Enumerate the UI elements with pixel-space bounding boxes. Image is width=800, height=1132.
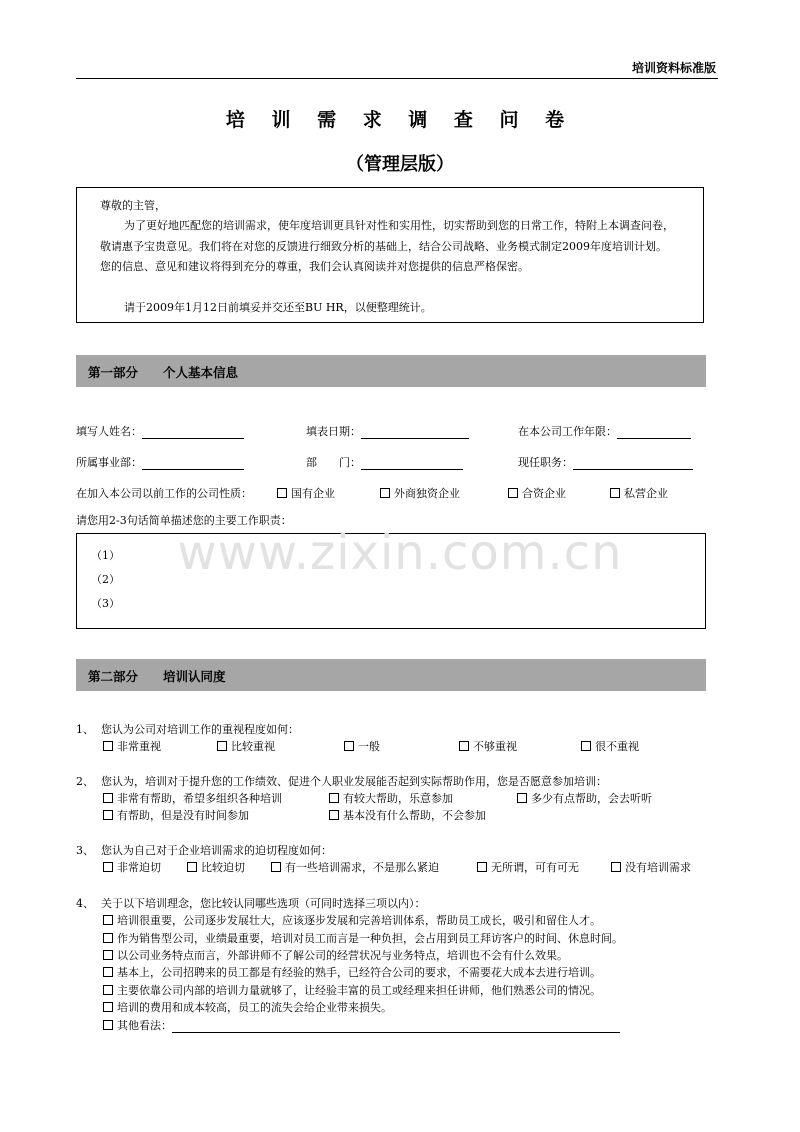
checkbox[interactable] <box>103 1020 113 1030</box>
q2-option[interactable]: 基本没有什么帮助，不会参加 <box>329 807 486 823</box>
duty-item: （1） <box>91 549 120 562</box>
years-label: 在本公司工作年限： <box>518 425 617 438</box>
division-label: 所属事业部： <box>76 456 142 469</box>
header-tag: 培训资料标准版 <box>631 61 716 75</box>
q1-option[interactable]: 比较重视 <box>217 738 275 754</box>
q3-number: 3、 <box>76 844 94 857</box>
date-label: 填表日期： <box>306 425 361 438</box>
q2-option[interactable]: 有帮助，但是没有时间参加 <box>103 807 249 823</box>
q4-number: 4、 <box>76 897 94 910</box>
date-input[interactable] <box>361 425 469 439</box>
header-rule <box>76 78 718 79</box>
q3-option[interactable]: 比较迫切 <box>187 859 245 875</box>
date-field <box>306 423 469 439</box>
q3-option[interactable]: 非常迫切 <box>103 859 161 875</box>
section-1-title: 第一部分 个人基本信息 <box>88 365 239 380</box>
document-title: 培 训 需 求 调 查 问 卷 <box>225 109 575 131</box>
checkbox[interactable] <box>103 1002 113 1012</box>
q3-option[interactable]: 没有培训需求 <box>611 859 691 875</box>
q3-text: 您认为自己对于企业培训需求的迫切程度如何： <box>101 844 332 857</box>
checkbox[interactable] <box>271 862 281 872</box>
checkbox[interactable] <box>217 741 227 751</box>
q1-option[interactable]: 很不重视 <box>581 738 639 754</box>
q1-option[interactable]: 非常重视 <box>103 738 161 754</box>
q4-option[interactable]: 培训很重要，公司逐步发展壮大，应该逐步发展和完善培训体系，帮助员工成长，吸引和留住人才。 <box>103 912 601 928</box>
position-label: 现任职务： <box>518 456 573 469</box>
checkbox[interactable] <box>103 862 113 872</box>
name-label: 填写人姓名： <box>76 425 142 438</box>
checkbox[interactable] <box>103 810 113 820</box>
duties-prompt: 请您用2-3句话简单描述您的主要工作职责： <box>76 514 292 527</box>
q1-number: 1、 <box>76 723 94 736</box>
checkbox[interactable] <box>103 967 113 977</box>
checkbox[interactable] <box>103 741 113 751</box>
checkbox[interactable] <box>581 741 591 751</box>
section-2-title: 第二部分 培训认同度 <box>88 669 226 684</box>
q2-number: 2、 <box>76 775 94 788</box>
checkbox[interactable] <box>344 741 354 751</box>
checkbox[interactable] <box>517 793 527 803</box>
q1-option[interactable]: 不够重视 <box>459 738 517 754</box>
q4-option[interactable]: 基本上，公司招聘来的员工都是有经验的熟手，已经符合公司的要求，不需要花大成本去进行培训。 <box>103 964 601 980</box>
company-type-option[interactable]: 国有企业 <box>277 485 335 501</box>
q4-option[interactable]: 培训的费用和成本较高，员工的流失会给企业带来损失。 <box>103 999 392 1015</box>
checkbox[interactable] <box>508 488 518 498</box>
name-field <box>76 423 244 439</box>
q4-text: 关于以下培训理念，您比较认同哪些选项（可同时选择三项以内）： <box>101 897 426 910</box>
duty-item: （3） <box>91 597 120 610</box>
checkbox[interactable] <box>103 985 113 995</box>
section-2-header <box>76 659 706 691</box>
intro-deadline: 请于2009年1月12日前填妥并交还至BU HR，以便整理统计。 <box>124 301 432 314</box>
company-type-option[interactable]: 私营企业 <box>610 485 668 501</box>
checkbox[interactable] <box>187 862 197 872</box>
section-1-header <box>76 355 706 387</box>
checkbox[interactable] <box>103 950 113 960</box>
checkbox[interactable] <box>329 810 339 820</box>
q3-option[interactable]: 无所谓，可有可无 <box>477 859 579 875</box>
q4-option[interactable]: 主要依靠公司内部的培训力量就够了，让经验丰富的员工或经理来担任讲师，他们熟悉公司的情况。 <box>103 982 601 998</box>
checkbox[interactable] <box>329 793 339 803</box>
q1-option[interactable]: 一般 <box>344 738 380 754</box>
company-type-label: 在加入本公司以前工作的公司性质： <box>76 487 252 500</box>
q1-text: 您认为公司对培训工作的重视程度如何： <box>101 723 299 736</box>
q2-text: 您认为，培训对于提升您的工作绩效、促进个人职业发展能否起到实际帮助作用，您是否愿意参加培训： <box>101 775 607 788</box>
division-field <box>76 454 244 470</box>
intro-paragraph: 为了更好地匹配您的培训需求，使年度培训更具针对性和实用性，切实帮助到您的日常工作，特附上本调查问卷，敬请惠予宝贵意见。我们将在对您的反馈进行细致分析的基础上，结合公司战略、业务模式制定2009年度培训计划。 您的信息、意见和建议将得到充分的尊重，我们会认真阅读并对您提供的信息严格保密。 <box>100 219 674 273</box>
company-type-option[interactable]: 外商独资企业 <box>380 485 460 501</box>
checkbox[interactable] <box>103 793 113 803</box>
intro-box <box>76 187 704 323</box>
other-opinion-input[interactable] <box>172 1019 620 1033</box>
department-input[interactable] <box>361 456 463 470</box>
q2-option[interactable]: 非常有帮助，希望多组织各种培训 <box>103 790 282 806</box>
division-input[interactable] <box>142 456 244 470</box>
years-field <box>518 423 691 439</box>
q3-option[interactable]: 有一些培训需求，不是那么紧迫 <box>271 859 439 875</box>
duty-item: （2） <box>91 573 120 586</box>
department-field <box>306 454 463 470</box>
position-field <box>518 454 693 470</box>
checkbox[interactable] <box>459 741 469 751</box>
company-type-option[interactable]: 合资企业 <box>508 485 566 501</box>
watermark: www.zixin.com.cn <box>177 525 623 581</box>
document-subtitle: （管理层版） <box>346 154 454 175</box>
checkbox[interactable] <box>477 862 487 872</box>
checkbox[interactable] <box>277 488 287 498</box>
years-input[interactable] <box>617 425 691 439</box>
q2-option[interactable]: 有较大帮助，乐意参加 <box>329 790 453 806</box>
department-label: 部 门： <box>306 456 361 469</box>
checkbox[interactable] <box>103 933 113 943</box>
checkbox[interactable] <box>611 862 621 872</box>
position-input[interactable] <box>573 456 693 470</box>
checkbox[interactable] <box>103 915 113 925</box>
q4-option[interactable]: 作为销售型公司，业绩最重要，培训对员工而言是一种负担，会占用到员工拜访客户的时间、休息时间。 <box>103 930 623 946</box>
checkbox[interactable] <box>610 488 620 498</box>
q4-option-other[interactable]: 其他看法： <box>103 1017 620 1033</box>
intro-greeting: 尊敬的主管， <box>100 199 166 212</box>
q4-option[interactable]: 以公司业务特点而言，外部讲师不了解公司的经营状况与业务特点，培训也不会有什么效果。 <box>103 947 568 963</box>
q2-option[interactable]: 多少有点帮助，会去听听 <box>517 790 652 806</box>
name-input[interactable] <box>142 425 244 439</box>
checkbox[interactable] <box>380 488 390 498</box>
